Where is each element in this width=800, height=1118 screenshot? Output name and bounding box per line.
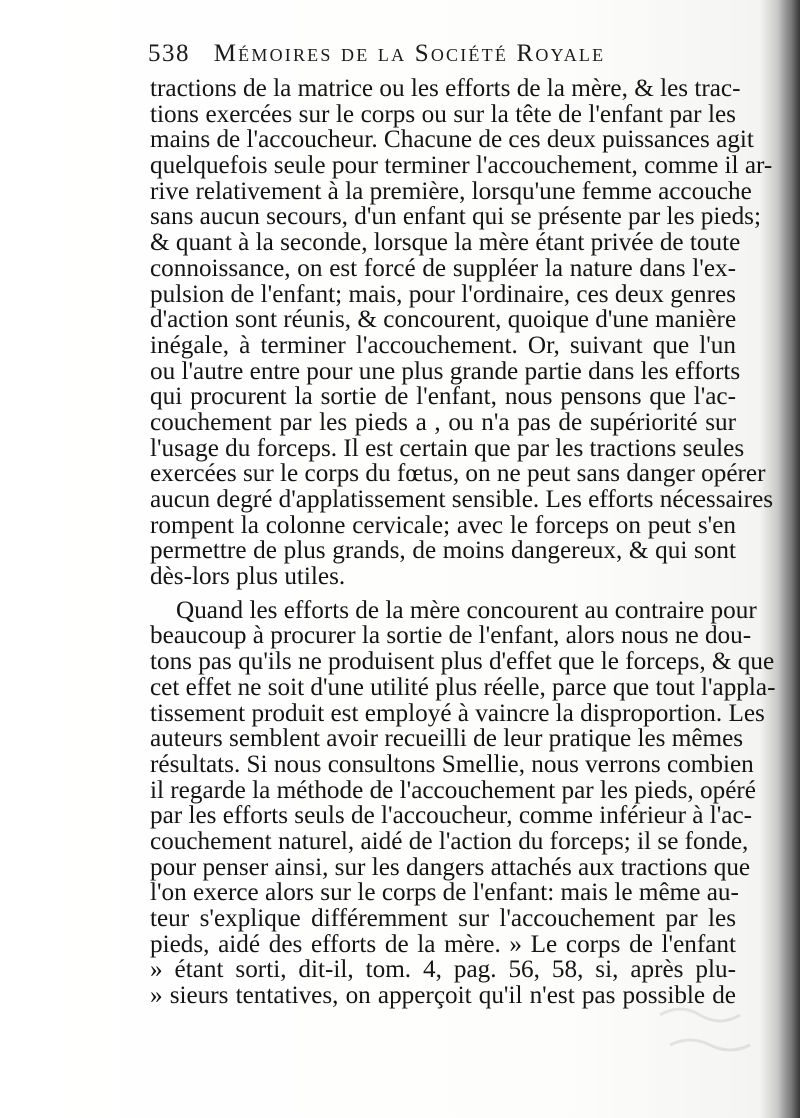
- running-title: Mémoires de la Société Royale: [213, 40, 606, 67]
- show-through-ink: [650, 985, 770, 1075]
- text-line: résultats. Si nous consultons Smellie, nous verrons combien: [150, 750, 754, 778]
- text-line: aucun degré d'applatissement sensible. Les efforts nécessaires: [150, 486, 774, 513]
- paragraph: [150, 75, 774, 591]
- text-line: permettre de plus grands, de moins dangereux, & qui sont: [150, 537, 736, 565]
- text-line: cet effet ne soit d'une utilité plus réelle, parce que tout l'appla-: [150, 673, 776, 701]
- text-line: » sieurs tentatives, on apperçoit qu'il n'est pas possible de: [150, 982, 736, 1010]
- text-line: rive relativement à la première, lorsqu'une femme accouche: [150, 177, 752, 205]
- text-line: pulsion de l'enfant; mais, pour l'ordinaire, ces deux genres: [150, 280, 736, 308]
- text-line: qui procurent la sortie de l'enfant, nous pensons que l'ac-: [150, 383, 736, 411]
- text-line: teur s'explique différemment sur l'accouchement par les: [150, 905, 736, 932]
- text-line: Quand les efforts de la mère concourent au contraire pour: [176, 596, 757, 624]
- paragraph: [150, 596, 776, 1010]
- page-header: [148, 40, 708, 68]
- text-line: connoissance, on est forcé de suppléer la nature dans l'ex-: [150, 254, 736, 282]
- body-text: [150, 75, 776, 1010]
- text-line: sans aucun secours, d'un enfant qui se présente par les pieds;: [150, 203, 761, 231]
- text-line: exercées sur le corps du fœtus, on ne peut sans danger opérer: [150, 460, 766, 488]
- text-line: dès-lors plus utiles.: [150, 563, 346, 591]
- text-line: l'usage du forceps. Il est certain que par les tractions seules: [150, 434, 745, 462]
- text-line: » étant sorti, dit-il, tom. 4, pag. 56, 58, si, après plu-: [150, 956, 736, 984]
- text-line: tissement produit est employé à vaincre la disproportion. Les: [150, 699, 765, 727]
- text-line: tions exercées sur le corps ou sur la tête de l'enfant par les: [150, 100, 736, 128]
- text-line: pieds, aidé des efforts de la mère. » Le corps de l'enfant: [150, 930, 736, 958]
- text-line: couchement naturel, aidé de l'action du forceps; il se fonde,: [150, 827, 749, 855]
- text-line: par les efforts seuls de l'accoucheur, comme inférieur à l'ac-: [150, 802, 753, 830]
- page-number: 538: [148, 40, 190, 67]
- text-line: l'on exerce alors sur le corps de l'enfant: mais le même au-: [150, 879, 739, 907]
- text-line: il regarde la méthode de l'accouchement par les pieds, opéré: [150, 776, 756, 804]
- text-line: tons pas qu'ils ne produisent plus d'effet que le forceps, & que: [150, 648, 775, 676]
- text-line: pour penser ainsi, sur les dangers attachés aux tractions que: [150, 853, 751, 881]
- text-line: auteurs semblent avoir recueilli de leur pratique les mêmes: [150, 725, 744, 753]
- text-line: & quant à la seconde, lorsque la mère étant privée de toute: [150, 229, 741, 257]
- text-line: tractions de la matrice ou les efforts de la mère, & les trac-: [150, 75, 741, 102]
- text-line: inégale, à terminer l'accouchement. Or, suivant que l'un: [150, 331, 736, 359]
- text-line: beaucoup à procurer la sortie de l'enfant, alors nous ne dou-: [150, 622, 752, 650]
- text-line: rompent la colonne cervicale; avec le forceps on peut s'en: [150, 511, 736, 539]
- text-line: mains de l'accoucheur. Chacune de ces deux puissances agit: [150, 126, 754, 154]
- text-line: d'action sont réunis, & concourent, quoique d'une manière: [150, 306, 737, 334]
- text-line: couchement par les pieds a , ou n'a pas de supériorité sur: [150, 408, 736, 436]
- text-line: quelquefois seule pour terminer l'accouchement, comme il ar-: [150, 152, 773, 180]
- page-gutter-shadow: [778, 0, 800, 1118]
- text-line: ou l'autre entre pour une plus grande partie dans les efforts: [150, 357, 741, 385]
